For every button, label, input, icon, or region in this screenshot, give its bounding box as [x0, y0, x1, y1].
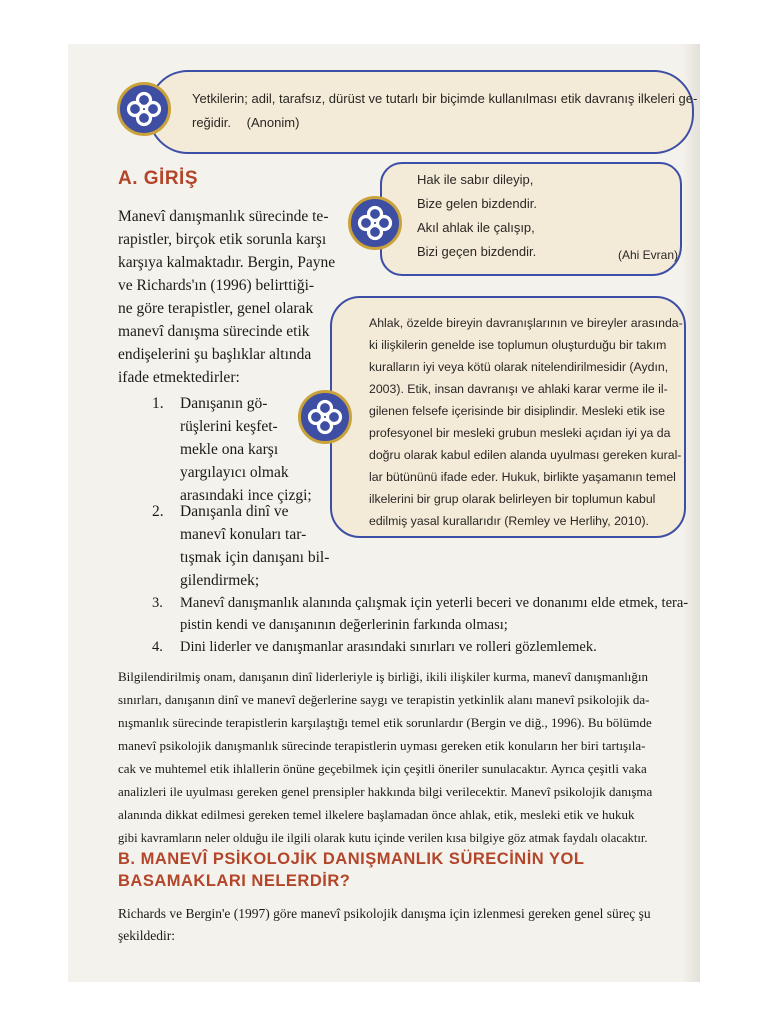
body-line: gibi kavramların neler olduğu ile ilgili olarak kutu içinde verilen kısa bilgiye göz atmak faydalı olacaktır. — [118, 831, 648, 845]
list-item-line: arasındaki ince çizgi; — [180, 487, 312, 504]
intro-line: Manevî danışmanlık sürecinde te- — [118, 208, 329, 225]
intro-line: ve Richards'ın (1996) belirttiği- — [118, 277, 315, 294]
definition-line: lar bütününü ifade eder. Hukuk, birlikte yaşamanın temel — [369, 470, 676, 484]
intro-line: ifade etmektedirler: — [118, 369, 240, 386]
list-item-line: manevî konuları tar- — [180, 526, 307, 543]
list-item-line: Danışanla dinî ve — [180, 503, 289, 520]
list-number: 3. — [152, 595, 163, 611]
intro-line: manevî danışma sürecinde etik — [118, 323, 310, 340]
knot-emblem-icon — [117, 82, 171, 136]
list-item-line: Danışanın gö- — [180, 395, 268, 412]
list-item-line: mekle ona karşı — [180, 441, 279, 458]
section-b-heading-line-2: BASAMAKLARI NELERDİR? — [118, 872, 351, 890]
definition-line: edilmiş yasal kurallarıdır (Remley ve Herlihy, 2010). — [369, 514, 649, 528]
list-item-line: Dini liderler ve danışmanlar arasındaki sınırları ve rolleri gözlemlemek. — [180, 639, 597, 655]
list-number: 2. — [152, 503, 164, 520]
body-line: nışmanlık sürecinde terapistlerin karşılaştığı temel etik sorunlardır (Bergin ve diğ., 1996). Bu bölümde — [118, 715, 652, 730]
body-line: alanında dikkat edilmesi gereken temel ilkelere başlamadan önce ahlak, etik, mesleki etik ve hukuk — [118, 807, 635, 822]
list-item-line: tışmak için danışanı bil- — [180, 549, 330, 566]
list-item-line: Manevî danışmanlık alanında çalışmak için yeterli beceri ve donanımı elde etmek, tera- — [180, 595, 689, 611]
poem-line: Akıl ahlak ile çalışıp, — [417, 220, 535, 235]
section-b-heading-line-1: B. MANEVÎ PSİKOLOJİK DANIŞMANLIK SÜRECİNİN YOL — [118, 850, 585, 868]
knot-emblem-icon — [348, 196, 402, 250]
definition-line: kuralların iyi veya kötü olarak nitelendirilmesidir (Aydın, — [369, 360, 669, 374]
definition-line: Ahlak, özelde bireyin davranışlarının ve bireyler arasında- — [369, 316, 683, 330]
top-quote-text: reğidir. — [192, 115, 232, 130]
list-item-line: rüşlerini keşfet- — [180, 418, 278, 435]
definition-line: gilenen felsefe içerisinde bir disiplindir. Mesleki etik ise — [369, 404, 665, 418]
intro-line: endişelerini şu başlıklar altında — [118, 346, 312, 363]
body-line: cak ve muhtemel etik ihlallerin önüne geçebilmek için çeşitli öneriler sunulacaktır. Ayrıca çeşitli vaka — [118, 761, 647, 776]
top-quote-box — [148, 70, 694, 154]
top-quote-line-1: Yetkilerin; adil, tarafsız, dürüst ve tutarlı bir biçimde kullanılması etik davranış ilkeleri ge- — [192, 91, 698, 106]
top-quote-line-2 — [192, 115, 299, 130]
poem-line: Bize gelen bizdendir. — [417, 196, 537, 211]
definition-line: doğru olarak kabul edilen alanda uyulması gereken kural- — [369, 448, 682, 462]
section-a-heading: A. GİRİŞ — [118, 168, 199, 189]
list-item-line: pistin kendi ve danışanının değerlerinin farkında olması; — [180, 617, 508, 633]
list-number: 4. — [152, 639, 163, 655]
intro-line: karşıya kalmaktadır. Bergin, Payne — [118, 254, 336, 271]
top-quote-author: (Anonim) — [246, 115, 300, 130]
list-item-line: yargılayıcı olmak — [180, 464, 289, 481]
knot-emblem-icon — [298, 390, 352, 444]
section-b-intro-line: Richards ve Bergin'e (1997) göre manevî psikolojik danışma için izlenmesi gereken genel süreç şu — [118, 906, 651, 921]
definition-line: profesyonel bir mesleki grubun mesleki açıdan iyi ya da — [369, 426, 671, 440]
poem-author: (Ahi Evran) — [618, 248, 679, 262]
section-b-intro-line: şekildedir: — [118, 928, 175, 943]
definition-line: 2003). Etik, insan davranışı ve ahlaki karar verme ile il- — [369, 382, 668, 396]
body-line: sınırları, danışanın dinî ve manevî değerlerine saygı ve terapistin yetkinlik alanı manevî psikolojik da- — [118, 692, 650, 707]
poem-line: Hak ile sabır dileyip, — [417, 172, 534, 187]
definition-line: ki ilişkilerin genelde ise toplumun oluşturduğu bir takım — [369, 338, 667, 352]
body-line: manevî psikolojik danışmanlık sürecinde terapistlerin uyması gereken etik konuların her biri tartışıla- — [118, 738, 646, 753]
intro-line: rapistler, birçok etik sorunla karşı — [118, 231, 327, 248]
intro-line: ne göre terapistler, genel olarak — [118, 300, 314, 317]
body-line: Bilgilendirilmiş onam, danışanın dinî liderleriyle iş birliği, ikili ilişkiler kurma, manevî danışmanlığın — [118, 669, 649, 684]
definition-line: ilkelerini bir grup olarak belirleyen bir toplumun kabul — [369, 492, 656, 506]
list-item-line: gilendirmek; — [180, 572, 260, 589]
poem-line: Bizi geçen bizdendir. — [417, 244, 537, 259]
body-line: analizleri ile uyulması gereken genel prensipler hakkında bilgi verilecektir. Manevî psikolojik danışma — [118, 784, 653, 799]
list-number: 1. — [152, 395, 164, 412]
